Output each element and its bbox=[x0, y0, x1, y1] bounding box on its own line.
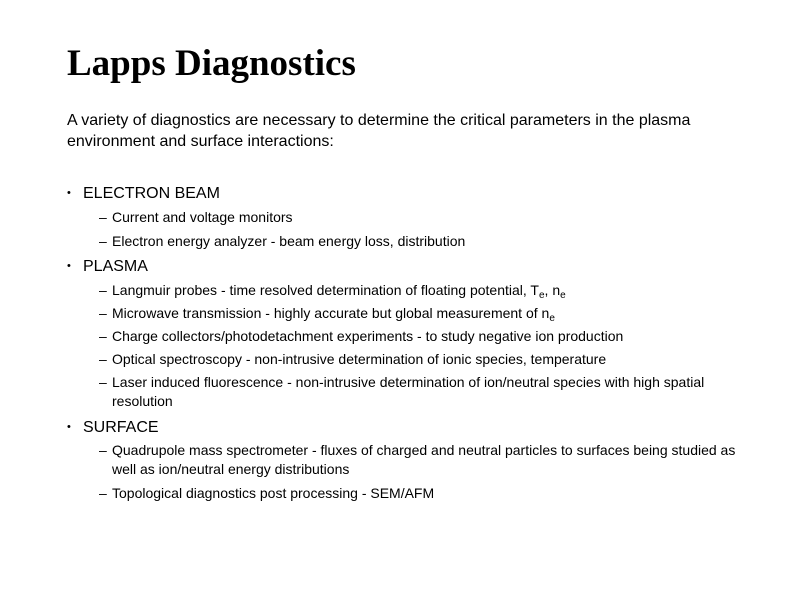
dash-marker: – bbox=[99, 374, 107, 390]
bullet-marker: • bbox=[67, 421, 71, 433]
list-item-text: Charge collectors/photodetachment experiments - to study negative ion production bbox=[112, 328, 624, 344]
dash-marker: – bbox=[99, 442, 107, 458]
bullet-electron-beam bbox=[67, 183, 220, 204]
list-item-text bbox=[99, 281, 739, 300]
dash-marker: – bbox=[99, 233, 107, 249]
list-item-text: Laser induced fluorescence - non-intrusive determination of ion/neutral species with high spatial resolution bbox=[112, 374, 705, 409]
dash-marker: – bbox=[99, 282, 107, 298]
list-item bbox=[99, 232, 739, 251]
intro-paragraph: A variety of diagnostics are necessary to determine the critical parameters in the plasma environment and surface interactions: bbox=[67, 112, 691, 150]
dash-marker: – bbox=[99, 305, 107, 321]
list-item bbox=[99, 484, 739, 503]
bullet-surface bbox=[67, 417, 159, 438]
list-item-text: Optical spectroscopy - non-intrusive determination of ionic species, temperature bbox=[112, 351, 607, 367]
dash-marker: – bbox=[99, 209, 107, 225]
dash-marker: – bbox=[99, 351, 107, 367]
list-item bbox=[99, 281, 739, 300]
list-item bbox=[99, 208, 739, 227]
list-item bbox=[99, 304, 739, 323]
text-part: Langmuir probes - time resolved determination of floating potential, T bbox=[112, 282, 539, 298]
slide-title: Lapps Diagnostics bbox=[67, 43, 356, 84]
list-item bbox=[99, 327, 739, 346]
list-item-text: Electron energy analyzer - beam energy loss, distribution bbox=[112, 233, 466, 249]
list-item bbox=[99, 373, 739, 411]
dash-marker: – bbox=[99, 485, 107, 501]
list-item-text: Current and voltage monitors bbox=[112, 209, 293, 225]
dash-marker: – bbox=[99, 328, 107, 344]
bullet-marker: • bbox=[67, 260, 71, 272]
list-item-text: Quadrupole mass spectrometer - fluxes of charged and neutral particles to surfaces being studied as well as ion/neutral energy distributions bbox=[112, 442, 736, 477]
list-item-text bbox=[99, 304, 739, 323]
section-heading: PLASMA bbox=[83, 258, 148, 275]
list-item bbox=[99, 350, 739, 369]
section-heading: ELECTRON BEAM bbox=[83, 185, 220, 202]
list-item bbox=[99, 441, 739, 479]
text-part: , n bbox=[544, 282, 561, 298]
text-part: Microwave transmission - highly accurate but global measurement of n bbox=[112, 305, 550, 321]
section-heading: SURFACE bbox=[83, 419, 159, 436]
subscript: e bbox=[549, 313, 555, 324]
list-item-text: Topological diagnostics post processing - SEM/AFM bbox=[112, 485, 435, 501]
bullet-plasma bbox=[67, 256, 148, 277]
subscript: e bbox=[560, 290, 566, 301]
bullet-marker: • bbox=[67, 187, 71, 199]
subscript: e bbox=[538, 290, 545, 301]
